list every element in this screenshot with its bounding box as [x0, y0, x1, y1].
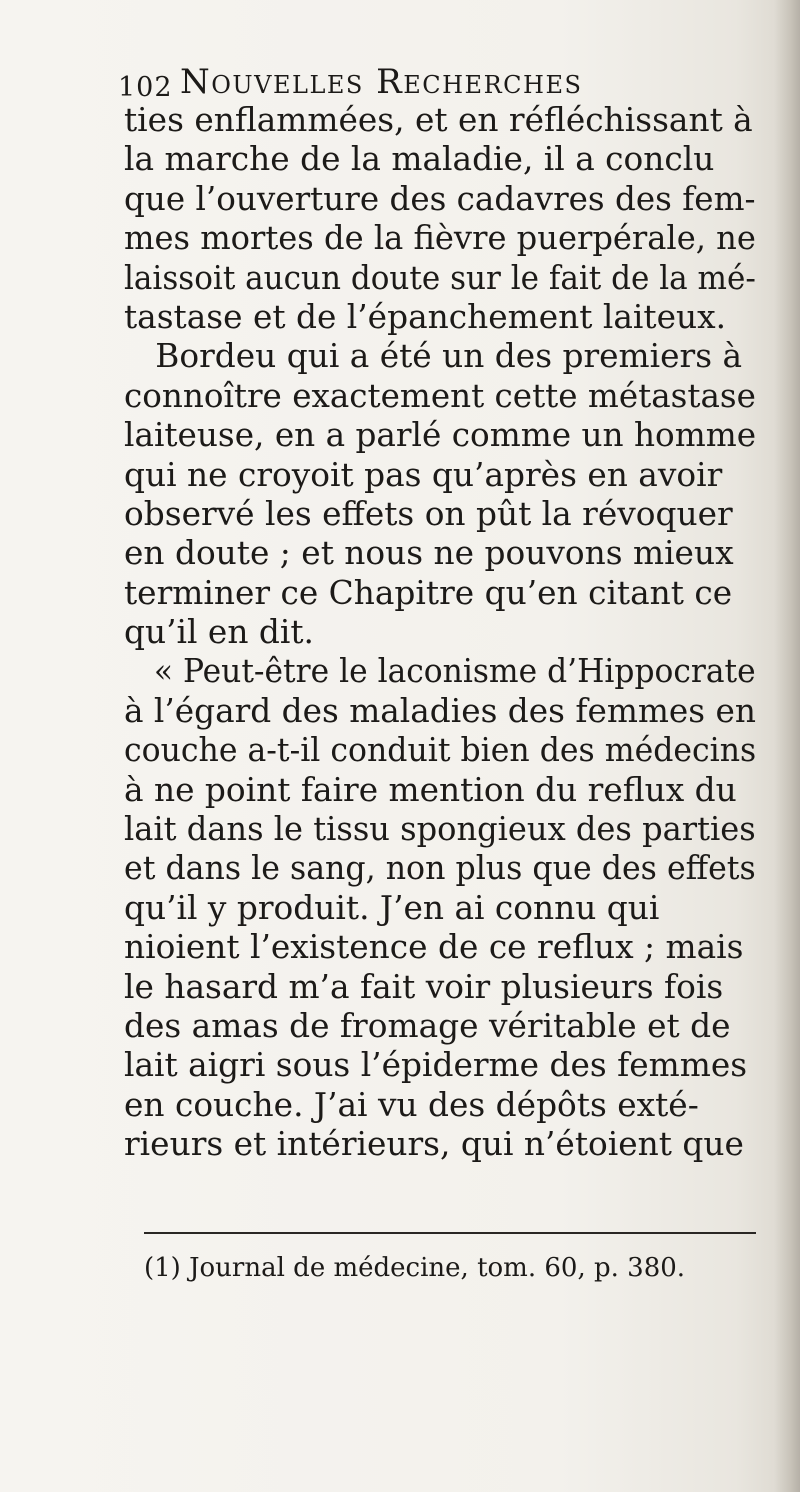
text-line: nioient l’existence de ce reflux ; mais [124, 927, 744, 967]
text-line: tastase et de l’épanchement laiteux. [124, 296, 727, 336]
footnote: (1) Journal de médecine, tom. 60, p. 380. [144, 1253, 686, 1283]
text-line: Bordeu qui a été un des premiers à [124, 336, 743, 376]
text-line: en couche. J’ai vu des dépôts exté- [124, 1084, 699, 1124]
text-line: à ne point faire mention du reflux du [124, 769, 737, 809]
text-line: qu’il en dit. [124, 612, 314, 652]
text-line: couche a-t-il conduit bien des médecins [124, 730, 757, 770]
body-text [124, 100, 760, 1164]
page-number: 102 [118, 72, 173, 103]
text-line: et dans le sang, non plus que des effets [124, 848, 756, 888]
text-line: terminer ce Chapitre qu’en citant ce [124, 572, 733, 612]
text-line: connoître exactement cette métastase [124, 375, 756, 415]
text-line: lait dans le tissu spongieux des parties [124, 809, 756, 849]
footnote-rule [144, 1232, 756, 1234]
text-line: en doute ; et nous ne pouvons mieux [124, 533, 734, 573]
text-line: ties enflammées, et en réfléchissant à [124, 100, 753, 139]
text-line: qui ne croyoit pas qu’après en avoir [124, 454, 723, 494]
running-title: Nouvelles Recherches [180, 62, 583, 102]
text-line: observé les effets on pût la révoquer [124, 493, 733, 533]
text-line: laissoit aucun doute sur le fait de la mé- [124, 257, 756, 297]
text-line: que l’ouverture des cadavres des fem- [124, 178, 756, 218]
text-line: rieurs et intérieurs, qui n’étoient que [124, 1124, 744, 1164]
page-edge-shadow [774, 0, 800, 1492]
text-line: qu’il y produit. J’en ai connu qui [124, 887, 660, 927]
text-line: des amas de fromage véritable et de [124, 1005, 731, 1045]
text-line: « Peut-être le laconisme d’Hippocrate [124, 651, 756, 691]
page-header [118, 58, 758, 103]
text-line: lait aigri sous l’épiderme des femmes [124, 1045, 748, 1085]
text-line: laiteuse, en a parlé comme un homme [124, 415, 757, 455]
text-line: le hasard m’a fait voir plusieurs fois [124, 966, 724, 1006]
text-line: la marche de la maladie, il a conclu [124, 139, 715, 179]
text-line: mes mortes de la fièvre puerpérale, ne [124, 218, 756, 258]
text-line: à l’égard des maladies des femmes en [124, 690, 756, 730]
